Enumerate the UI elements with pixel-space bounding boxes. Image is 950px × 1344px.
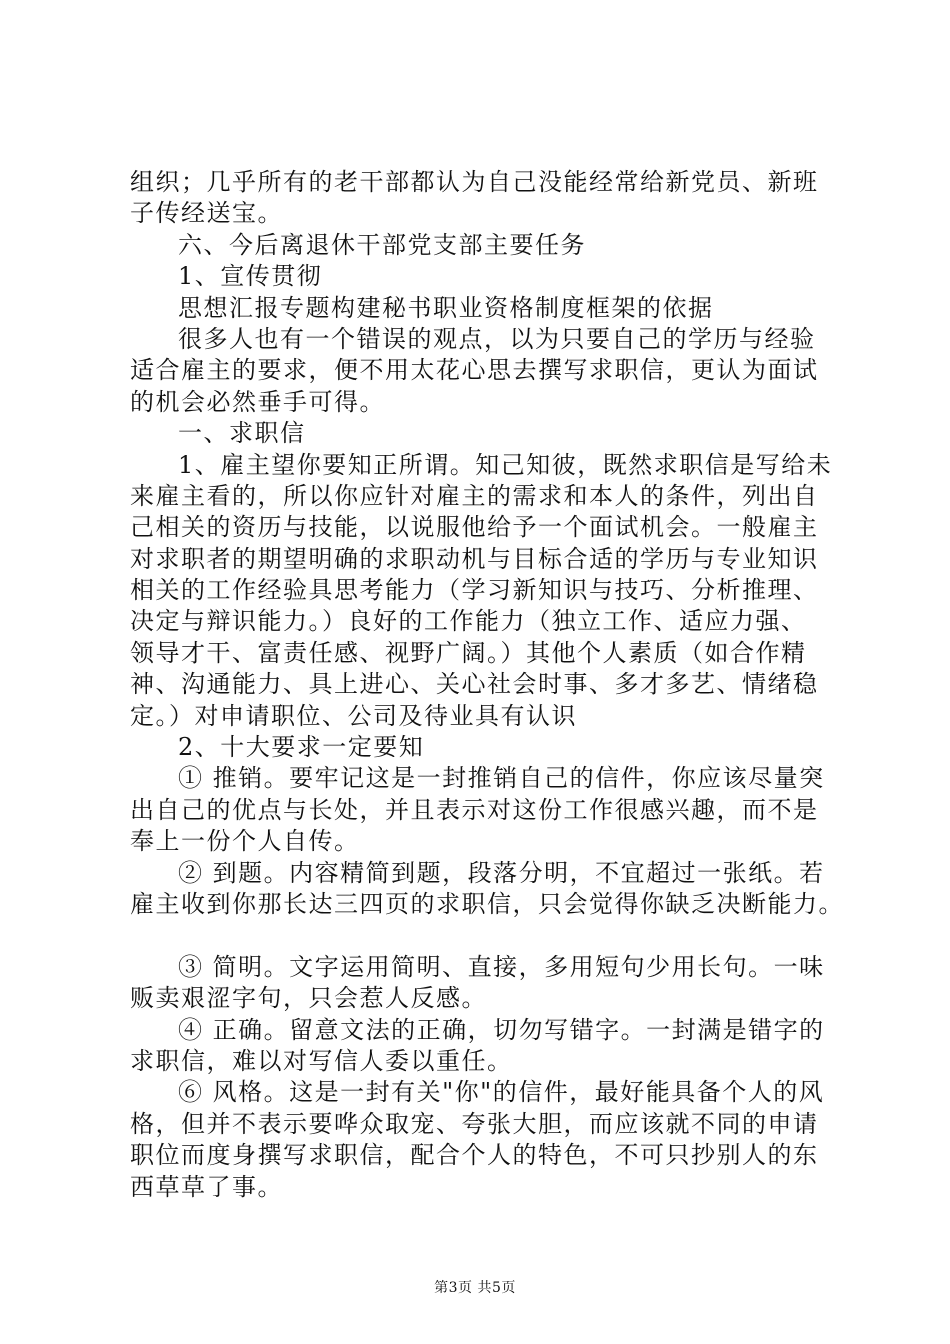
paragraph-line: 职位而度身撰写求职信，配合个人的特色，不可只抄别人的东 <box>130 1141 819 1170</box>
paragraph-line: 格，但并不表示要哗众取宠、夸张大胆，而应该就不同的申请 <box>130 1109 819 1138</box>
paragraph-first-line: ① 推销。要牢记这是一封推销自己的信件，你应该尽量突 <box>178 764 825 793</box>
paragraph-line: 来雇主看的，所以你应针对雇主的需求和本人的条件，列出自 <box>130 481 819 510</box>
paragraph-line: 己相关的资历与技能，以说服他给予一个面试机会。一般雇主 <box>130 513 819 542</box>
paragraph-line: 相关的工作经验具思考能力（学习新知识与技巧、分析推理、 <box>130 576 819 605</box>
paragraph-first-line: 六、今后离退休干部党支部主要任务 <box>178 230 586 259</box>
paragraph-line: 贩卖艰涩字句，只会惹人反感。 <box>130 984 487 1013</box>
blank-line <box>130 920 850 951</box>
paragraph-line: 定。）对申请职位、公司及待业具有认识 <box>130 701 577 730</box>
paragraph-first-line: ⑥ 风格。这是一封有关"你"的信件，最好能具备个人的风 <box>178 1078 825 1107</box>
page-footer: 第3页 共5页 <box>434 1280 516 1296</box>
paragraph-first-line: 很多人也有一个错误的观点，以为只要自己的学历与经验 <box>178 324 816 353</box>
paragraph-line: 求职信，难以对写信人委以重任。 <box>130 1046 513 1075</box>
paragraph-first-line: ④ 正确。留意文法的正确，切勿写错字。一封满是错字的 <box>178 1015 825 1044</box>
paragraph-first-line: 思想汇报专题构建秘书职业资格制度框架的依据 <box>178 293 714 322</box>
paragraph-line: 出自己的优点与长处，并且表示对这份工作很感兴趣，而不是 <box>130 795 819 824</box>
document-body <box>130 167 850 1203</box>
paragraph-first-line: 1、宣传贯彻 <box>178 262 323 291</box>
paragraph-line: 适合雇主的要求，便不用太花心思去撰写求职信，更认为面试 <box>130 356 819 385</box>
paragraph-line: 对求职者的期望明确的求职动机与目标合适的学历与专业知识 <box>130 544 819 573</box>
paragraph-first-line: 2、十大要求一定要知 <box>178 733 425 762</box>
paragraph-line: 组织；几乎所有的老干部都认为自己没能经常给新党员、新班 <box>130 168 819 196</box>
paragraph-line: 神、沟通能力、具上进心、关心社会时事、多才多艺、情绪稳 <box>130 670 819 699</box>
paragraph-first-line: ③ 简明。文字运用简明、直接，多用短句少用长句。一味 <box>178 952 825 981</box>
paragraph-line: 雇主收到你那长达三四页的求职信，只会觉得你缺乏决断能力。 <box>130 889 844 918</box>
paragraph-line: 决定与辩识能力。）良好的工作能力（独立工作、适应力强、 <box>130 607 807 636</box>
paragraph-first-line: 一、求职信 <box>178 419 306 448</box>
paragraph-line: 奉上一份个人自传。 <box>130 827 360 856</box>
paragraph-first-line: ② 到题。内容精简到题，段落分明，不宜超过一张纸。若 <box>178 858 825 887</box>
paragraph-line: 的机会必然垂手可得。 <box>130 387 385 416</box>
paragraph-first-line: 1、雇主望你要知正所谓。知己知彼，既然求职信是写给未 <box>178 450 833 479</box>
paragraph-line: 西草草了事。 <box>130 1172 283 1201</box>
paragraph-line: 领导才干、富责任感、视野广阔。）其他个人素质（如合作精 <box>130 638 807 667</box>
paragraph-line: 子传经送宝。 <box>130 199 283 228</box>
